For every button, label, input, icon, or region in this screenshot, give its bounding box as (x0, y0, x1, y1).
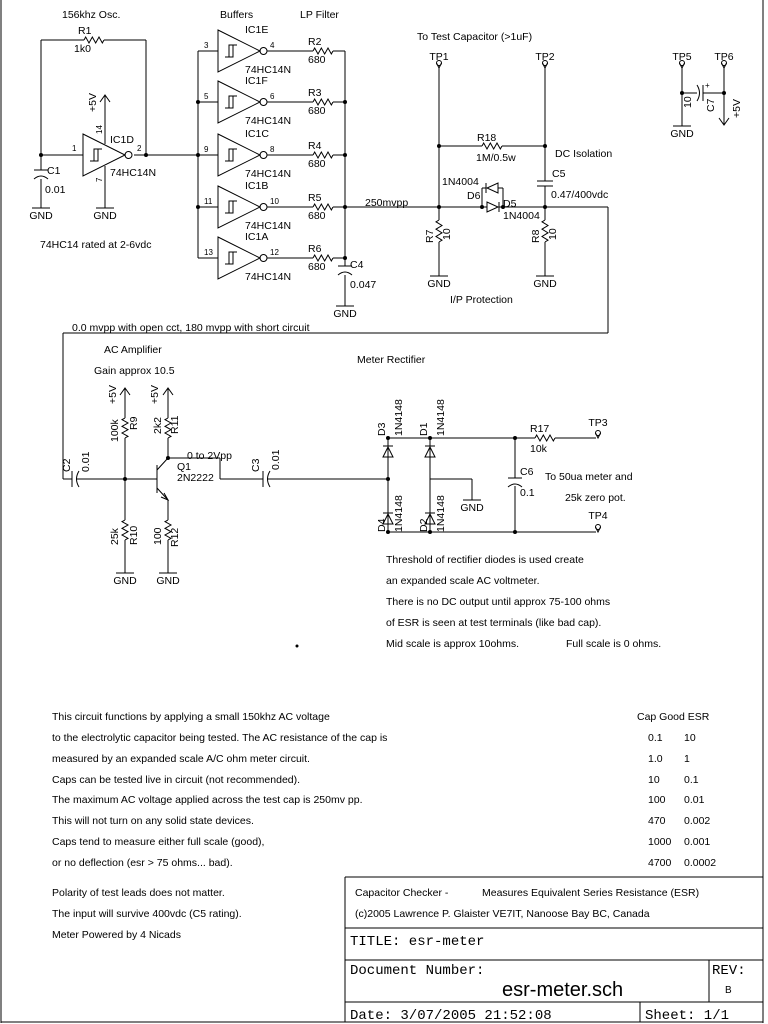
esr-table-esr: 0.0002 (684, 857, 717, 869)
capacitor-plate-curved (338, 272, 352, 275)
esr-table-cap: 10 (648, 774, 660, 786)
schmitt-icon (225, 149, 237, 161)
label: TP5 (672, 51, 692, 63)
label: C5 (552, 168, 566, 180)
ground-label: GND (460, 502, 484, 514)
wire (157, 458, 168, 470)
label: 25k zero pot. (565, 492, 626, 504)
label: R10 (128, 525, 140, 545)
label: 0.01 (270, 449, 282, 470)
esr-table-esr: 0.001 (684, 836, 711, 848)
date-field: Date: 3/07/2005 21:52:08 (350, 1008, 552, 1024)
label: 11 (204, 197, 213, 206)
label: Gain approx 10.5 (94, 365, 175, 377)
label: D4 (376, 518, 388, 532)
note-line: This will not turn on any solid state devices. (52, 815, 254, 827)
label: 3 (204, 41, 209, 50)
label: 1M/0.5w (476, 152, 516, 164)
label: 74HC14N (245, 64, 292, 76)
rectifier-note: There is no DC output until approx 75-100 ohms (386, 596, 611, 608)
label: C2 (61, 458, 73, 472)
label: Full scale is 0 ohms. (566, 638, 662, 650)
labels (29, 9, 745, 1024)
label: 0.1 (520, 487, 535, 499)
label: 9 (204, 145, 209, 154)
esr-table-esr: 10 (684, 732, 696, 744)
label: Measures Equivalent Series Resistance (ESR) (482, 887, 700, 899)
title-field: TITLE: esr-meter (350, 934, 485, 950)
rectifier-note: Mid scale is approx 10ohms. (386, 638, 520, 650)
junction-dot (39, 153, 43, 157)
label: C1 (47, 165, 61, 177)
label: IC1A (245, 231, 269, 243)
label: Buffers (220, 9, 254, 21)
label: D2 (418, 518, 430, 532)
label: 0.01 (80, 451, 92, 472)
label: C4 (350, 259, 364, 271)
label: +5V (731, 99, 743, 118)
label: 1N4148 (393, 495, 405, 532)
junction-dot (480, 205, 484, 209)
note-line: The maximum AC voltage applied across the test cap is 250mv pp. (52, 794, 363, 806)
label: Meter Rectifier (357, 354, 426, 366)
label: 8 (270, 145, 275, 154)
label: +5V (87, 93, 99, 112)
label: 13 (204, 248, 213, 257)
label: R17 (530, 423, 550, 435)
label: LP Filter (300, 9, 339, 21)
label: 74HC14N (245, 168, 292, 180)
label: 4 (270, 41, 275, 50)
label: REV: (712, 963, 746, 979)
label: 250mvpp (365, 197, 409, 209)
label: 10 (547, 228, 559, 240)
label: R3 (308, 87, 322, 99)
esr-table-cap: 470 (648, 815, 666, 827)
label: 1N4148 (435, 495, 447, 532)
esr-table-esr: 0.1 (684, 774, 699, 786)
label: D5 (503, 198, 517, 210)
label: D1 (418, 422, 430, 436)
esr-table-cap: 1.0 (648, 753, 663, 765)
document-number: esr-meter.sch (502, 979, 624, 1001)
label: 1k0 (74, 43, 91, 55)
label: 1N4004 (503, 210, 540, 222)
label: 74HC14N (110, 167, 157, 179)
label: Q1 (177, 461, 192, 473)
label: 10k (530, 443, 547, 455)
label: IC1F (245, 75, 268, 87)
label: C3 (250, 458, 262, 472)
note-line: Caps tend to measure either full scale (good), (52, 836, 265, 848)
label: 2N2222 (177, 472, 214, 484)
label: 680 (308, 261, 326, 273)
label: 680 (308, 210, 326, 222)
esr-table-cap: 4700 (648, 857, 672, 869)
label: 680 (308, 158, 326, 170)
ground-label: GND (427, 278, 451, 290)
label: D6 (467, 190, 481, 202)
label: D3 (376, 422, 388, 436)
label: 680 (308, 105, 326, 117)
label: Document Number: (350, 963, 485, 979)
label: 7 (95, 177, 104, 182)
label: TP6 (714, 51, 734, 63)
esr-table-cap: 0.1 (648, 732, 663, 744)
note-line: to the electrolytic capacitor being tested. The AC resistance of the cap is (52, 732, 388, 744)
note-line: or no deflection (esr > 75 ohms... bad). (52, 857, 233, 869)
esr-table-esr: 0.01 (684, 794, 705, 806)
label: (c)2005 Lawrence P. Glaister VE7IT, Nanoose Bay BC, Canada (355, 908, 650, 920)
note-line: This circuit functions by applying a small 150khz AC voltage (52, 711, 330, 723)
schmitt-icon (225, 96, 237, 108)
esr-table-cap: 100 (648, 794, 666, 806)
capacitor-plate-curved (34, 176, 48, 179)
label: To Test Capacitor (>1uF) (417, 31, 533, 43)
label: IC1E (245, 24, 269, 36)
label: R8 (530, 229, 542, 243)
ground-label: GND (113, 575, 137, 587)
label: 2k2 (152, 417, 164, 434)
label: 10 (270, 197, 279, 206)
label: TP4 (588, 510, 608, 522)
ground-label: GND (670, 128, 694, 140)
label: +5V (149, 385, 161, 404)
label: DC Isolation (555, 148, 613, 160)
diode-symbol (487, 202, 498, 212)
label: 680 (308, 54, 326, 66)
label: 156khz Osc. (62, 9, 121, 21)
label: 74HC14N (245, 220, 292, 232)
label: IC1B (245, 180, 269, 192)
ground-label: GND (29, 210, 53, 222)
label: + (705, 81, 710, 90)
label: 0.01 (45, 184, 66, 196)
label: Capacitor Checker - (355, 887, 449, 899)
note-line: Meter Powered by 4 Nicads (52, 929, 181, 941)
note-line: Caps can be tested live in circuit (not recommended). (52, 774, 301, 786)
schmitt-icon (225, 45, 237, 57)
label: R12 (169, 527, 181, 547)
label: 1N4148 (393, 399, 405, 436)
label: 0 to 2Vpp (187, 450, 232, 462)
label: R18 (477, 132, 497, 144)
label: R9 (128, 416, 140, 430)
ground-label: GND (93, 210, 117, 222)
label: R5 (308, 192, 322, 204)
esr-table-cap: 1000 (648, 836, 672, 848)
label: IC1D (110, 134, 134, 146)
label: 100 (152, 527, 164, 545)
label: 5 (204, 92, 209, 101)
wires (1, 0, 763, 1023)
sheet-field: Sheet: 1/1 (645, 1008, 730, 1024)
label: B (725, 985, 732, 996)
rectifier-note: an expanded scale AC voltmeter. (386, 575, 540, 587)
label: R4 (308, 140, 322, 152)
label: 2 (137, 144, 142, 153)
label: R2 (308, 36, 322, 48)
label: I/P Protection (450, 294, 513, 306)
rectifier-note: of ESR is seen at test terminals (like bad cap). (386, 617, 602, 629)
label: 14 (95, 125, 104, 134)
label: R1 (78, 25, 92, 37)
schmitt-icon (225, 252, 237, 264)
label: 1 (72, 144, 77, 153)
capacitor-plate-curved (697, 85, 700, 101)
wire (157, 488, 168, 500)
label: 10 (441, 228, 453, 240)
label: TP2 (535, 51, 555, 63)
label: AC Amplifier (104, 344, 162, 356)
label: +5V (107, 385, 119, 404)
label: 100k (109, 419, 121, 442)
note-line: Polarity of test leads does not matter. (52, 887, 225, 899)
label: R6 (308, 243, 322, 255)
label: 12 (270, 248, 279, 257)
ground-label: GND (533, 278, 557, 290)
label: R7 (424, 229, 436, 243)
label: R11 (169, 415, 181, 434)
resistor-symbol (535, 435, 555, 441)
label: 0.47/400vdc (551, 189, 609, 201)
label: 1N4148 (435, 399, 447, 436)
label: 74HC14N (245, 271, 292, 283)
ground-label: GND (156, 575, 180, 587)
stray-dot (296, 645, 299, 648)
label: C7 (705, 98, 717, 112)
label: TP3 (588, 417, 608, 429)
schmitt-icon (225, 201, 237, 213)
esr-table-esr: 0.002 (684, 815, 711, 827)
label: 0.047 (350, 279, 377, 291)
esr-table-esr: 1 (684, 753, 690, 765)
label: IC1C (245, 128, 269, 140)
label: C6 (520, 466, 534, 478)
label: 25k (109, 528, 121, 545)
esr-table-header: Cap Good ESR (637, 711, 710, 723)
label: 10 (682, 96, 694, 108)
label: 1N4004 (442, 176, 479, 188)
label: To 50ua meter and (545, 471, 633, 483)
diode-symbol (487, 183, 498, 193)
label: 6 (270, 92, 275, 101)
note-line: The input will survive 400vdc (C5 rating). (52, 908, 242, 920)
note-line: measured by an expanded scale A/C ohm meter circuit. (52, 753, 310, 765)
rectifier-note: Threshold of rectifier diodes is used create (386, 554, 584, 566)
ground-label: GND (333, 308, 357, 320)
schmitt-icon (90, 149, 102, 161)
label: 74HC14N (245, 115, 292, 127)
label: TP1 (429, 51, 449, 63)
label: 0.0 mvpp with open cct, 180 mvpp with short circuit (72, 322, 310, 334)
label: 74HC14 rated at 2-6vdc (40, 239, 152, 251)
